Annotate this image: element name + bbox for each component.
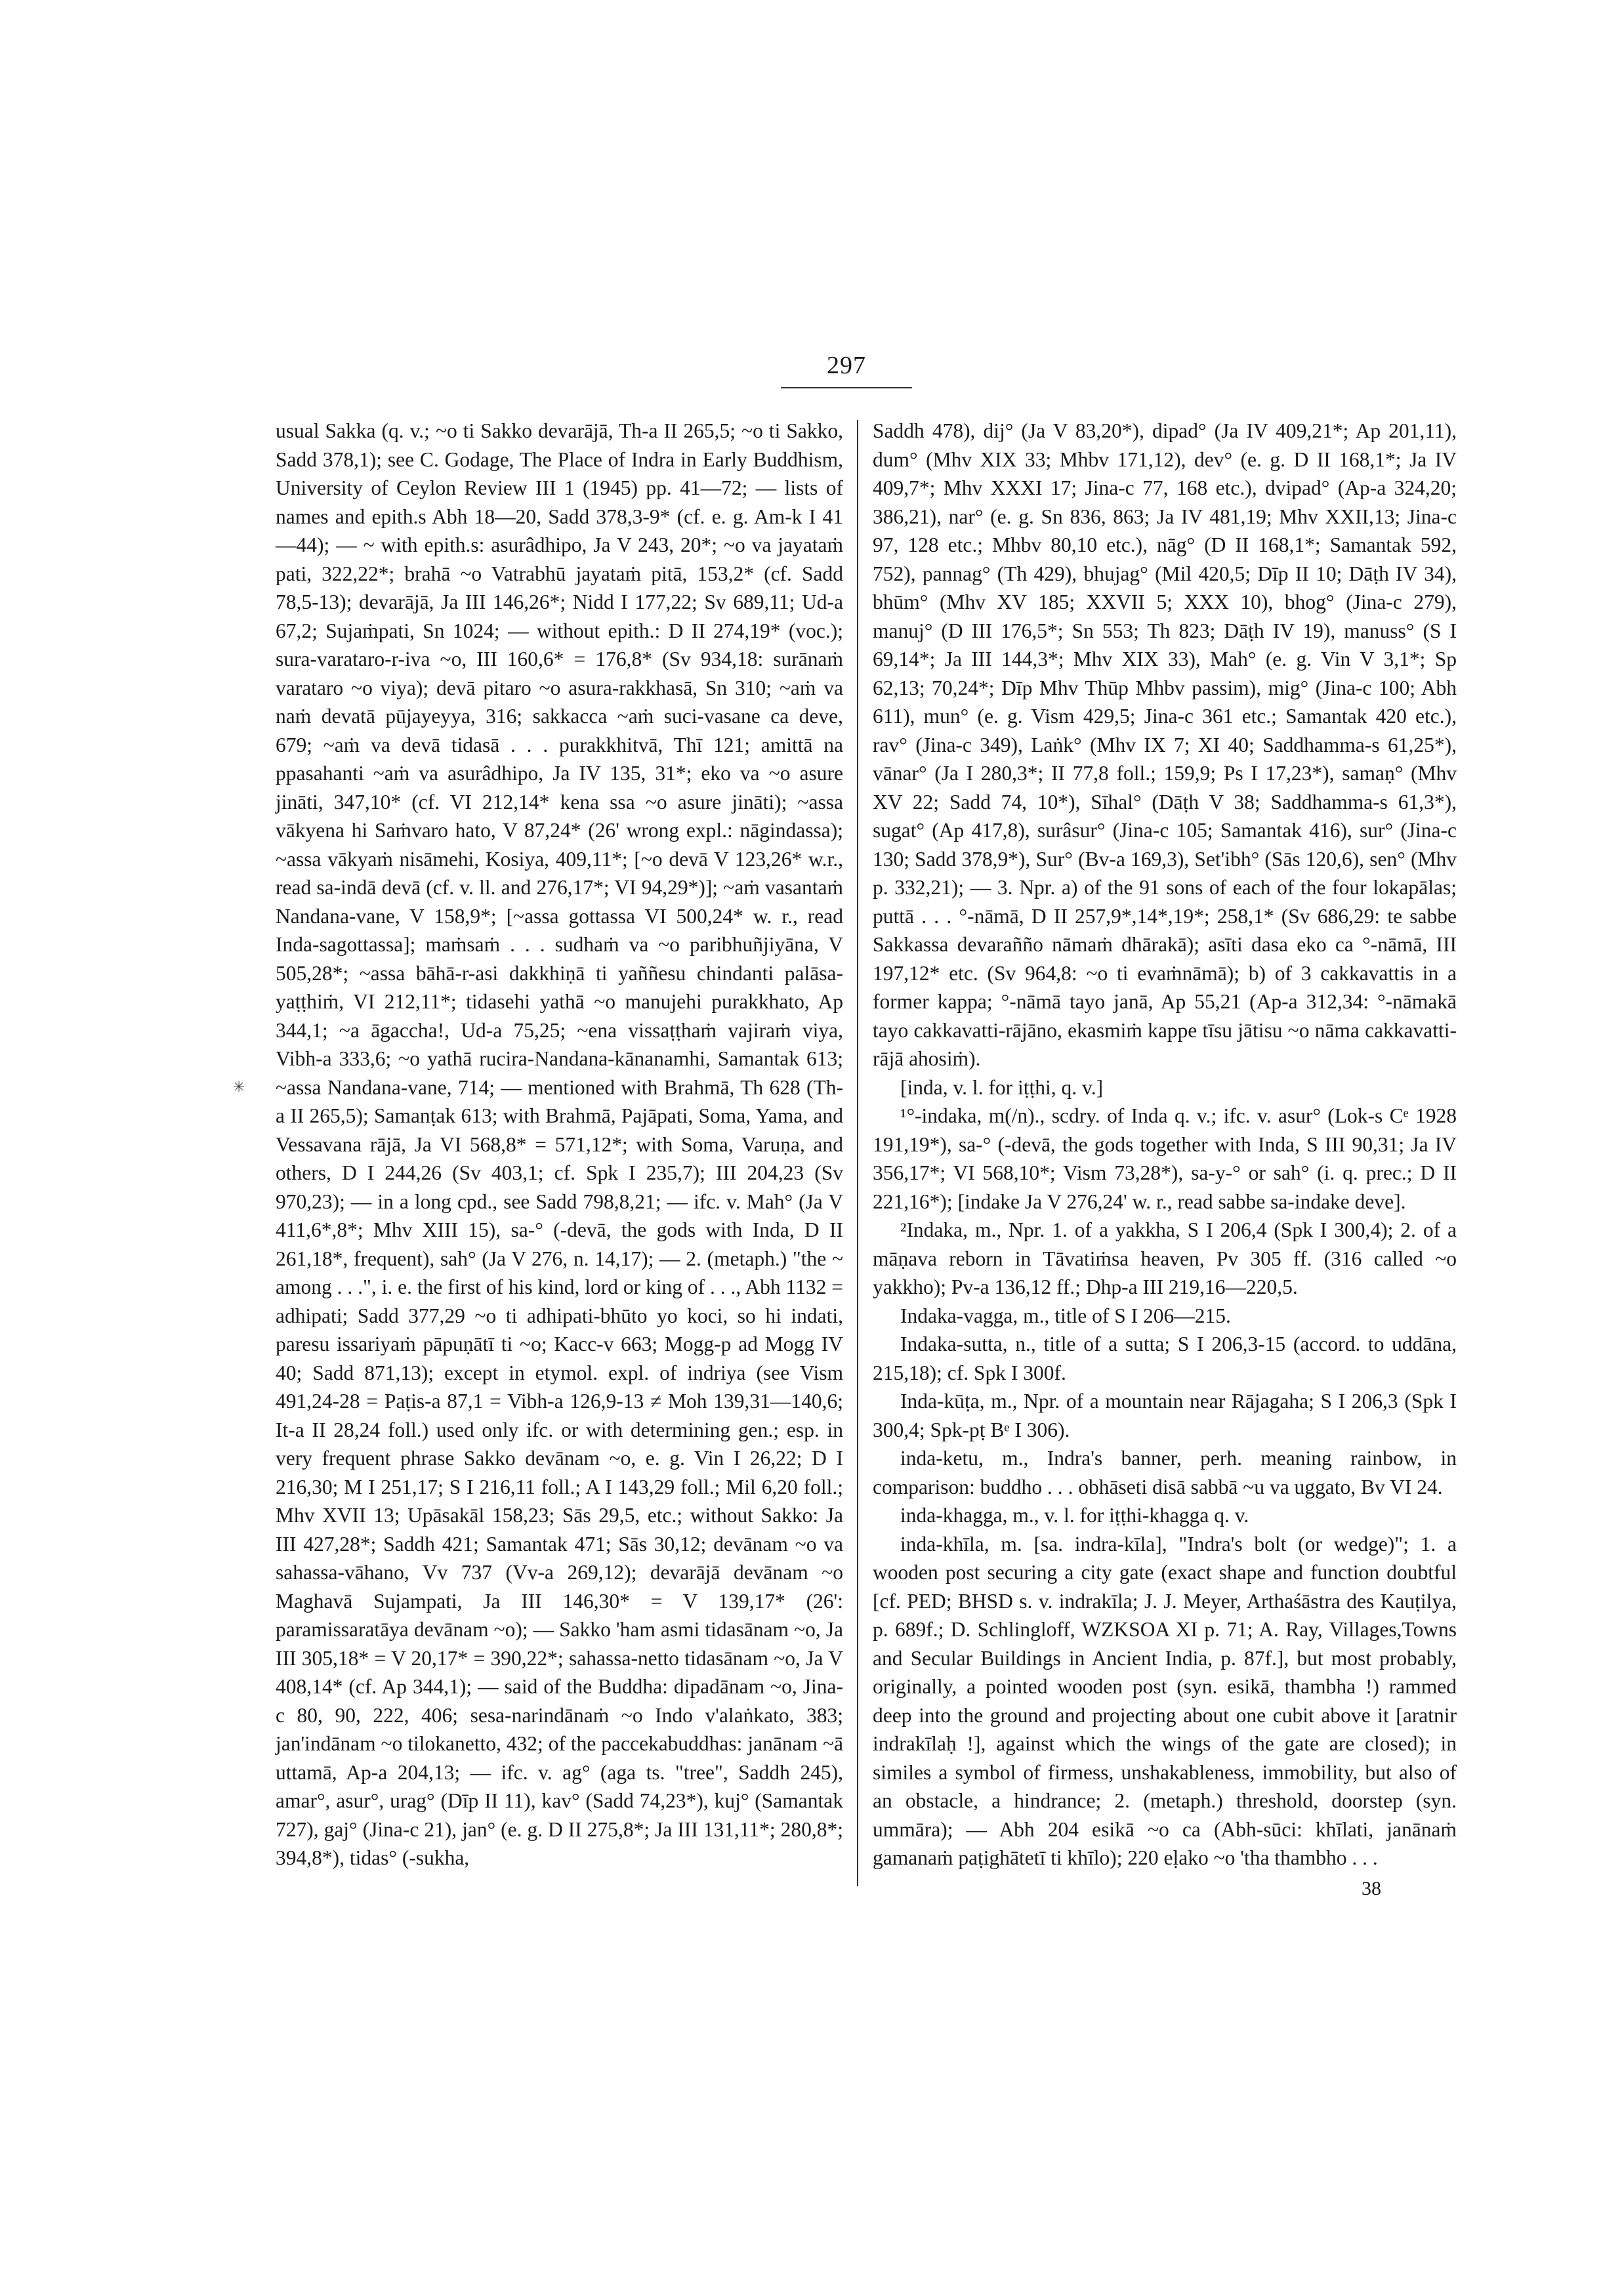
right-paragraph-5: Indaka-vagga, m., title of S I 206—215. xyxy=(900,1304,1231,1327)
page-number: 297 xyxy=(827,352,866,379)
right-paragraph-7: Inda-kūṭa, m., Npr. of a mountain near Rājagaha; S I 206,3 (Spk I 300,4; Spk-pṭ Bᵉ I 306). xyxy=(873,1390,1457,1441)
right-paragraph-10: inda-khīla, m. [sa. indra-kīla], "Indra's bolt (or wedge)"; 1. a wooden post securing a city gate (exact shape and function doubtful [cf. PED; BHSD s. v. indrakīla; J. J. Meyer, Arthaśāstra des Kauṭilya, p. 689f.; D. Schlingloff, WZKSOA XI p. 71; A. Ray, Villages,Towns and Secular Buildings in Ancient India, p. 87f.], but most probably, originally, a pointed wooden post (syn. esikā, thambha !) rammed deep into the ground and projecting about one cubit above it [aratnir indrakīlaḥ !], against which the wings of the gate are closed); in similes a symbol of firmess, unshakableness, immobility, but also of an obstacle, a hindrance; 2. (metaph.) threshold, doorstep (syn. ummāra); — Abh 204 esikā ~o ca (Abh-sūci: khīlati, janānaṁ gamanaṁ paṭighātetī ti khīlo); 220 eḷako ~o 'tha thambho . . . xyxy=(873,1532,1457,1869)
right-paragraph-2: [inda, v. l. for iṭṭhi, q. v.] xyxy=(900,1075,1104,1099)
scan-speck: ✳ xyxy=(233,1079,245,1096)
right-paragraph-4: ²Indaka, m., Npr. 1. of a yakkha, S I 206,4 (Spk I 300,4); 2. of a māṇava reborn in Tāvatiṁsa heaven, Pv 305 ff. (316 called ~o yakkho); Pv-a 136,12 ff.; Dhp-a III 219,16—220,5. xyxy=(873,1218,1457,1298)
left-column xyxy=(276,417,843,1872)
column-divider xyxy=(857,420,858,1886)
right-paragraph-6: Indaka-sutta, n., title of a sutta; S I 206,3-15 (accord. to uddāna, 215,18); cf. Spk I 300f. xyxy=(873,1333,1457,1384)
right-column xyxy=(873,417,1457,1872)
signature-mark: 38 xyxy=(1362,1878,1381,1899)
right-paragraph-9: inda-khagga, m., v. l. for iṭṭhi-khagga q. v. xyxy=(900,1504,1249,1527)
right-paragraph-8: inda-ketu, m., Indra's banner, perh. meaning rainbow, in comparison: buddho . . . obhāseti disā sabbā ~u va uggato, Bv VI 24. xyxy=(873,1447,1457,1499)
page-number-rule xyxy=(781,387,912,388)
right-paragraph-3: ¹°-indaka, m(/n)., scdry. of Inda q. v.; ifc. v. asur° (Lok-s Cᵉ 1928 191,19*), sa-° (-devā, the gods together with Inda, S III 90,31; Ja IV 356,17*; VI 568,10*; Vism 73,28*), sa-y-° or sah° (i. q. prec.; D II 221,16*); [indake Ja V 276,24' w. r., read sabbe sa-indake deve]. xyxy=(873,1104,1457,1213)
right-paragraph-1: Saddh 478), dij° (Ja V 83,20*), dipad° (Ja IV 409,21*; Ap 201,11), dum° (Mhv XIX 33; Mhbv 171,12), dev° (e. g. D II 168,1*; Ja IV 409,7*; Mhv XXXI 17; Jina-c 77, 168 etc.), dvipad° (Ap-a 324,20; 386,21), nar° (e. g. Sn 836, 863; Ja IV 481,19; Mhv XXII,13; Jina-c 97, 128 etc.; Mhbv 80,10 etc.), nāg° (D II 168,1*; Samantak 592, 752), pannag° (Th 429), bhujag° (Mil 420,5; Dīp II 10; Dāṭh IV 34), bhūm° (Mhv XV 185; XXVII 5; XXX 10), bhog° (Jina-c 279), manuj° (D III 176,5*; Sn 553; Th 823; Dāṭh IV 19), manuss° (S I 69,14*; Ja III 144,3*; Mhv XIX 33), Mah° (e. g. Vin V 3,1*; Sp 62,13; 70,24*; Dīp Mhv Thūp Mhbv passim), mig° (Jina-c 100; Abh 611), mun° (e. g. Vism 429,5; Jina-c 361 etc.; Samantak 420 etc.), rav° (Jina-c 349), Laṅk° (Mhv IX 7; XI 40; Saddhamma-s 61,25*), vānar° (Ja I 280,3*; II 77,8 foll.; 159,9; Ps I 17,23*), samaṇ° (Mhv XV 22; Sadd 74, 10*), Sīhal° (Dāṭh V 38; Saddhamma-s 61,3*), sugat° (Ap 417,8), surâsur° (Jina-c 105; Samantak 416), sur° (Jina-c 130; Sadd 378,9*), Sur° (Bv-a 169,3), Set'ibh° (Sās 120,6), sen° (Mhv p. 332,21); — 3. Npr. a) of the 91 sons of each of the four lokapālas; puttā . . . °-nāmā, D II 257,9*,14*,19*; 258,1* (Sv 686,29: te sabbe Sakkassa devarañño nāmaṁ dhārakā); asīti dasa eko ca °-nāmā, III 197,12* etc. (Sv 964,8: ~o ti evaṁnāmā); b) of 3 cakkavattis in a former kappa; °-nāmā tayo janā, Ap 55,21 (Ap-a 312,34: °-nāmakā tayo cakkavatti-rājāno, ekasmiṁ kappe tīsu jātisu ~o nāma cakkavatti-rājā ahosiṁ). xyxy=(873,419,1457,1070)
left-paragraph-1: usual Sakka (q. v.; ~o ti Sakko devarājā, Th-a II 265,5; ~o ti Sakko, Sadd 378,1); see C. Godage, The Place of Indra in Early Buddhism, University of Ceylon Review III 1 (1945) pp. 41—72; — lists of names and epith.s Abh 18—20, Sadd 378,3-9* (cf. e. g. Am-k I 41—44); — ~ with epith.s: asurâdhipo, Ja V 243, 20*; ~o va jayataṁ pati, 322,22*; brahā ~o Vatrabhū jayataṁ pitā, 153,2* (cf. Sadd 78,5-13); devarājā, Ja III 146,26*; Nidd I 177,22; Sv 689,11; Ud-a 67,2; Sujaṁpati, Sn 1024; — without epith.: D II 274,19* (voc.); sura-varataro-r-iva ~o, III 160,6* = 176,8* (Sv 934,18: surānaṁ varataro ~o viya); devā pitaro ~o asura-rakkhasā, Sn 310; ~aṁ va naṁ devatā pūjayeyya, 316; sakkacca ~aṁ suci-vasane ca deve, 679; ~aṁ va devā tidasā . . . purakkhitvā, Thī 121; amittā na ppasahanti ~aṁ va asurâdhipo, Ja IV 135, 31*; eko va ~o asure jināti, 347,10* (cf. VI 212,14* kena ssa ~o asure jināti); ~assa vākyena hi Saṁvaro hato, V 87,24* (26' wrong expl.: nāgindassa); ~assa vākyaṁ nisāmehi, Kosiya, 409,11*; [~o devā V 123,26* w.r., read sa-indā devā (cf. v. ll. and 276,17*; VI 94,29*)]; ~aṁ vasantaṁ Nandana-vane, V 158,9*; [~assa gottassa VI 500,24* w. r., read Inda-sagottassa]; maṁsaṁ . . . sudhaṁ va ~o paribhuñjiyāna, V 505,28*; ~assa bāhā-r-asi dakkhiṇā ti yaññesu chindanti palāsa-yaṭṭhiṁ, VI 212,11*; tidasehi yathā ~o manujehi purakkhato, Ap 344,1; ~a āgaccha!, Ud-a 75,25; ~ena vissaṭṭhaṁ vajiraṁ viya, Vibh-a 333,6; ~o yathā rucira-Nandana-kānanamhi, Samantak 613; ~assa Nandana-vane, 714; — mentioned with Brahmā, Th 628 (Th-a II 265,5); Samanṭak 613; with Brahmā, Pajāpati, Soma, Yama, and Vessavana rājā, Ja VI 568,8* = 571,12*; with Soma, Varuṇa, and others, D I 244,26 (Sv 403,1; cf. Spk I 235,7); III 204,23 (Sv 970,23); — in a long cpd., see Sadd 798,8,21; — ifc. v. Mah° (Ja V 411,6*,8*; Mhv XIII 15), sa-° (-devā, the gods with Inda, D II 261,18*, frequent), sah° (Ja V 276, n. 14,17); — 2. (metaph.) "the ~ among . . .", i. e. the first of his kind, lord or king of . . ., Abh 1132 = adhipati; Sadd 377,29 ~o ti adhipati-bhūto yo koci, so hi indati, paresu issariyaṁ pāpuṇātī ti ~o; Kacc-v 663; Mogg-p ad Mogg IV 40; Sadd 871,13); except in etymol. expl. of indriya (see Vism 491,24-28 = Paṭis-a 87,1 = Vibh-a 126,9-13 ≠ Moh 139,31—140,6; It-a II 28,24 foll.) used only ifc. or with determining gen.; esp. in very frequent phrase Sakko devānam ~o, e. g. Vin I 26,22; D I 216,30; M I 251,17; S I 216,11 foll.; A I 143,29 foll.; Mil 6,20 foll.; Mhv XVII 13; Upāsakāl 158,23; Sās 29,5, etc.; without Sakko: Ja III 427,28*; Saddh 421; Samantak 471; Sās 30,12; devānam ~o va sahassa-vāhano, Vv 737 (Vv-a 269,12); devarājā devānam ~o Maghavā Sujampati, Ja III 146,30* = V 139,17* (26': paramissaratāya devānam ~o); — Sakko 'ham asmi tidasānam ~o, Ja III 305,18* = V 20,17* = 390,22*; sahassa-netto tidasānam ~o, Ja V 408,14* (cf. Ap 344,1); — said of the Buddha: dipadānam ~o, Jina-c 80, 90, 222, 406; sesa-narindānaṁ ~o Indo v'alaṅkato, 383; jan'indānam ~o tilokanetto, 432; of the paccekabuddhas: janānam ~ā uttamā, Ap-a 204,13; — ifc. v. ag° (aga ts. "tree", Saddh 245), amar°, asur°, urag° (Dīp II 11), kav° (Sadd 74,23*), kuj° (Samantak 727), gaj° (Jina-c 21), jan° (e. g. D II 275,8*; Ja III 131,11*; 280,8*; 394,8*), tidas° (-sukha, xyxy=(276,419,844,1869)
